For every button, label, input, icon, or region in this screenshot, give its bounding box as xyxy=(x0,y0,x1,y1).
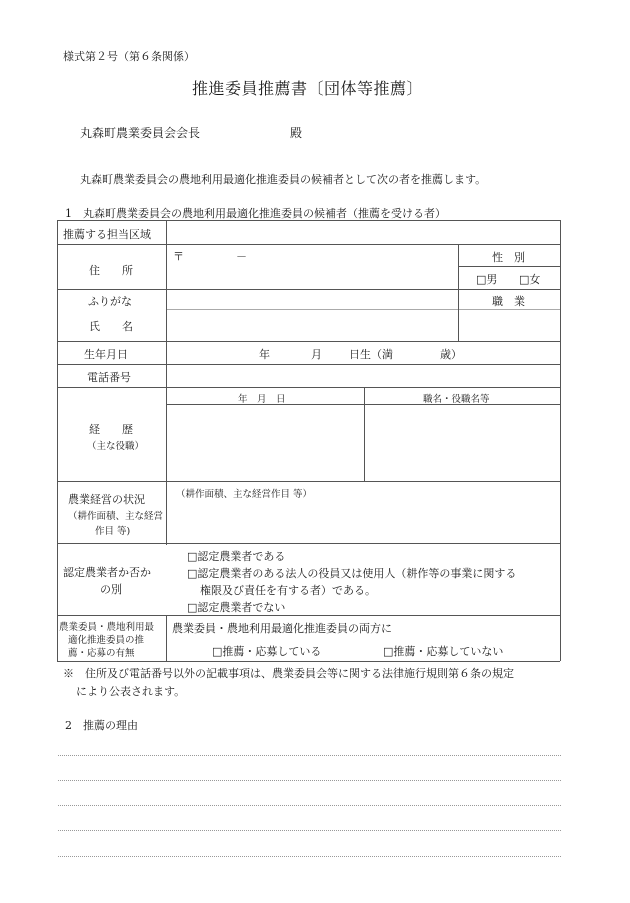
postal-mark: 〒 xyxy=(173,250,184,263)
district-label: 推薦する担当区域 xyxy=(63,228,151,241)
certified-option-corporation-2: 権限及び責任を有する者）である。 xyxy=(200,584,376,597)
certified-label: 認定農業者か否か xyxy=(63,566,151,579)
career-date-field[interactable] xyxy=(170,407,360,479)
section2-heading: 2 推薦の理由 xyxy=(65,719,138,732)
dual-question: 農業委員・農地利用最適化推進委員の両方に xyxy=(172,622,392,635)
phone-field[interactable] xyxy=(170,367,558,385)
furigana-field[interactable] xyxy=(170,292,454,307)
name-label: 氏 名 xyxy=(89,320,133,333)
furigana-label: ふりがな xyxy=(88,295,132,308)
sex-male-checkbox[interactable]: □男 xyxy=(476,273,498,286)
certified-option-yes[interactable]: □認定農業者である xyxy=(187,550,286,563)
birth-year: 年 xyxy=(259,348,270,361)
birth-month: 月 xyxy=(311,348,322,361)
name-field[interactable] xyxy=(170,312,454,338)
dual-yes-checkbox[interactable]: □推薦・応募している xyxy=(212,645,322,658)
sex-label: 性 別 xyxy=(492,251,525,264)
note-line-1: ※ 住所及び電話番号以外の記載事項は、農業委員会等に関する法律施行規則第６条の規定 xyxy=(63,667,514,680)
career-sub: （主な役職） xyxy=(87,441,145,452)
occupation-field[interactable] xyxy=(462,312,556,338)
career-title-header: 職名・役職名等 xyxy=(423,394,490,405)
district-field[interactable] xyxy=(170,224,558,242)
address-field[interactable] xyxy=(170,264,454,286)
certified-label-2: の別 xyxy=(100,583,122,596)
farming-field[interactable] xyxy=(170,500,558,540)
career-label: 経 歴 xyxy=(89,423,133,436)
career-date-header: 年 月 日 xyxy=(238,394,286,405)
career-title-field[interactable] xyxy=(368,407,558,479)
dual-label-1: 農業委員・農地利用最 xyxy=(59,622,155,633)
occupation-label: 職 業 xyxy=(492,295,525,308)
intro-text: 丸森町農業委員会の農地利用最適化推進委員の候補者として次の者を推薦します。 xyxy=(80,173,487,186)
farming-sub2: 作目 等) xyxy=(95,526,131,537)
farming-sub1: （耕作面積、主な経営 xyxy=(68,511,164,522)
dual-no-checkbox[interactable]: □推薦・応募していない xyxy=(383,645,504,658)
note-line-2: により公表されます。 xyxy=(76,685,186,698)
addressee: 丸森町農業委員会会長 xyxy=(80,126,201,140)
address-label: 住 所 xyxy=(89,264,133,277)
farming-label: 農業経営の状況 xyxy=(68,493,145,506)
honorific: 殿 xyxy=(290,126,303,140)
certified-option-no[interactable]: □認定農業者でない xyxy=(187,601,286,614)
dual-label-3: 薦・応募の有無 xyxy=(68,648,135,659)
form-number: 様式第２号（第６条関係） xyxy=(63,50,195,63)
postal-dash: － xyxy=(236,250,247,263)
birth-label: 生年月日 xyxy=(84,348,128,361)
sex-female-checkbox[interactable]: □女 xyxy=(519,273,541,286)
phone-label: 電話番号 xyxy=(87,371,131,384)
dual-label-2: 適化推進委員の推 xyxy=(68,635,145,646)
reason-line[interactable] xyxy=(58,780,561,781)
farming-note: （耕作面積、主な経営作目 等） xyxy=(176,489,313,500)
reason-line[interactable] xyxy=(58,856,561,857)
birth-age: 歳） xyxy=(440,348,462,361)
reason-line[interactable] xyxy=(58,805,561,806)
reason-line[interactable] xyxy=(58,830,561,831)
page-title: 推進委員推薦書〔団体等推薦〕 xyxy=(192,79,424,98)
section1-heading: 1 丸森町農業委員会の農地利用最適化推進委員の候補者（推薦を受ける者） xyxy=(65,207,446,220)
certified-option-corporation[interactable]: □認定農業者のある法人の役員又は使用人（耕作等の事業に関する xyxy=(187,567,517,580)
reason-line[interactable] xyxy=(58,755,561,756)
birth-day: 日生（満 xyxy=(349,348,393,361)
